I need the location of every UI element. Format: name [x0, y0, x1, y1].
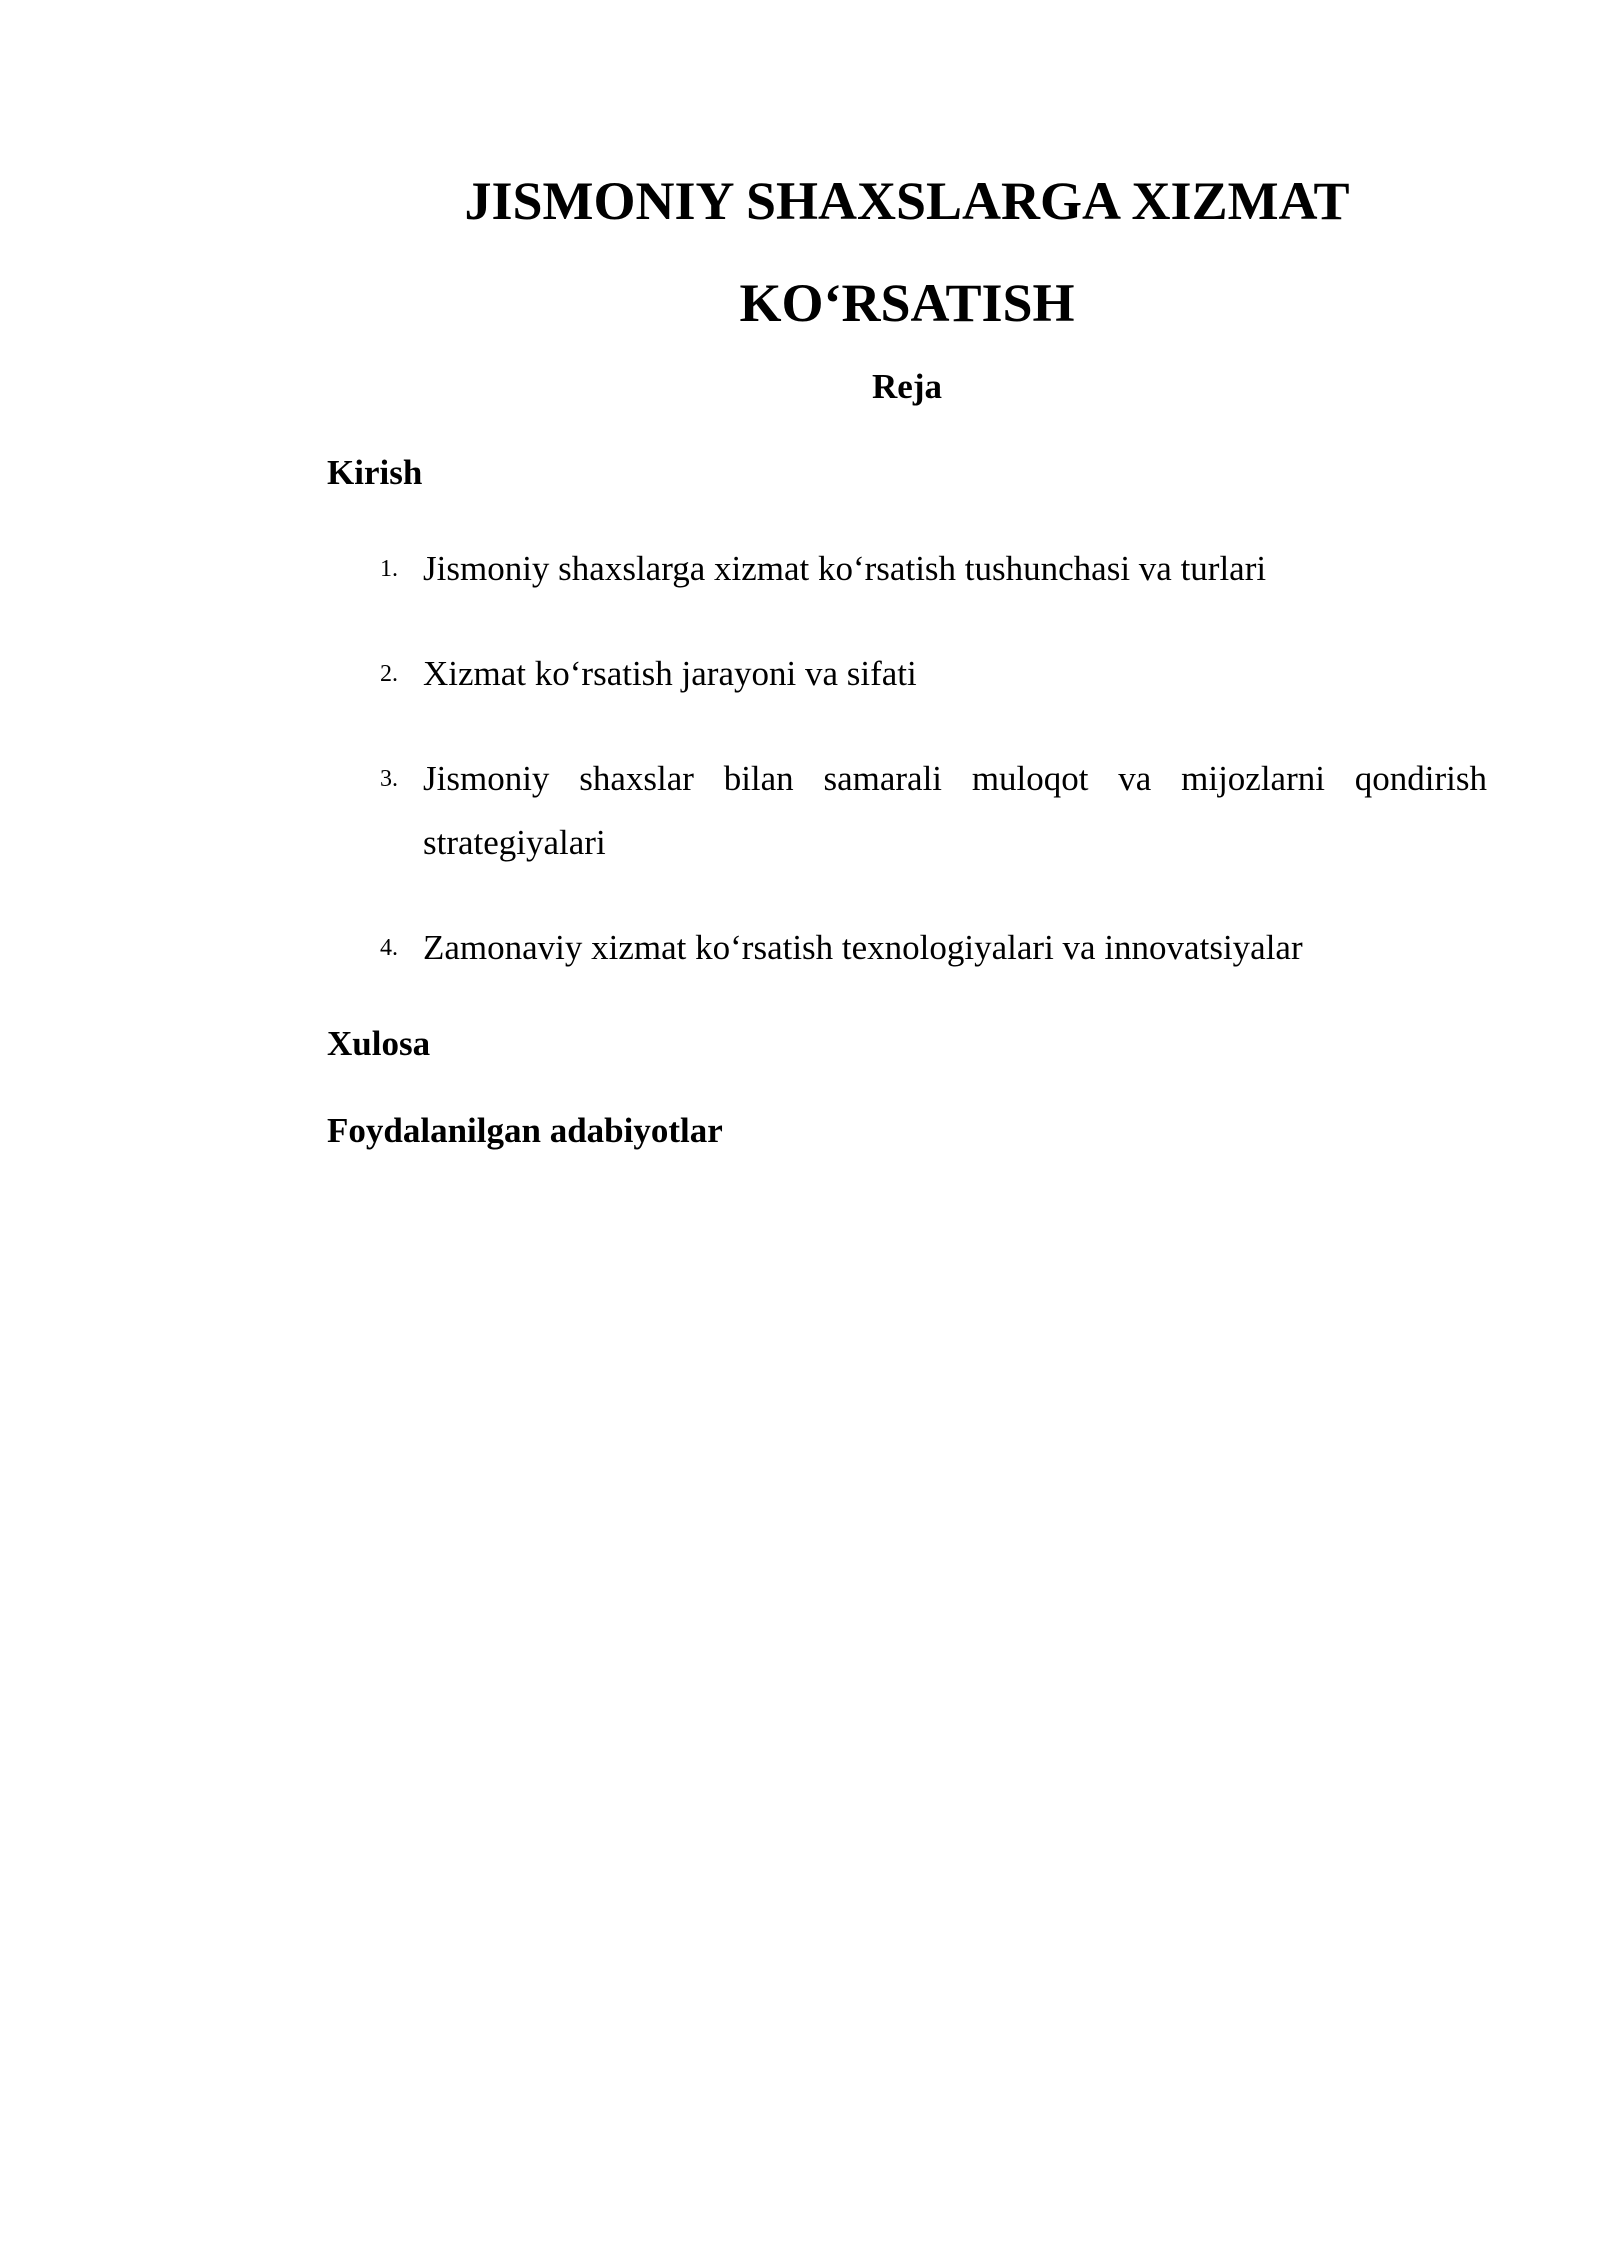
intro-heading: Kirish	[327, 453, 423, 492]
plan-item-number: 1.	[380, 556, 398, 582]
document-title-line-2: KO‘RSATISH	[739, 273, 1075, 333]
document-body	[327, 150, 1487, 1154]
plan-item-text: Jismoniy shaxslarga xizmat ko‘rsatish tushunchasi va turlari	[423, 549, 1267, 588]
plan-item	[327, 537, 1487, 601]
plan-heading: Reja	[872, 367, 942, 406]
plan-item-number: 3.	[380, 766, 398, 792]
plan-item-text: Xizmat ko‘rsatish jarayoni va sifati	[423, 654, 917, 693]
plan-item-number: 4.	[380, 935, 398, 961]
document-title	[327, 150, 1487, 354]
conclusion-heading: Xulosa	[327, 1024, 431, 1063]
plan-item-number: 2.	[380, 661, 398, 687]
plan-item-text: Jismoniy shaxslar bilan samarali muloqot va mijozlarni qondirish strategiyalari	[423, 759, 1487, 862]
plan-item	[327, 642, 1487, 706]
plan-item	[327, 916, 1487, 980]
references-heading: Foydalanilgan adabiyotlar	[327, 1111, 723, 1150]
document-title-line-1: JISMONIY SHAXSLARGA XIZMAT	[464, 171, 1350, 231]
plan-list	[327, 537, 1487, 980]
plan-item-text: Zamonaviy xizmat ko‘rsatish texnologiyalari va innovatsiyalar	[423, 928, 1303, 967]
plan-item	[327, 747, 1487, 875]
